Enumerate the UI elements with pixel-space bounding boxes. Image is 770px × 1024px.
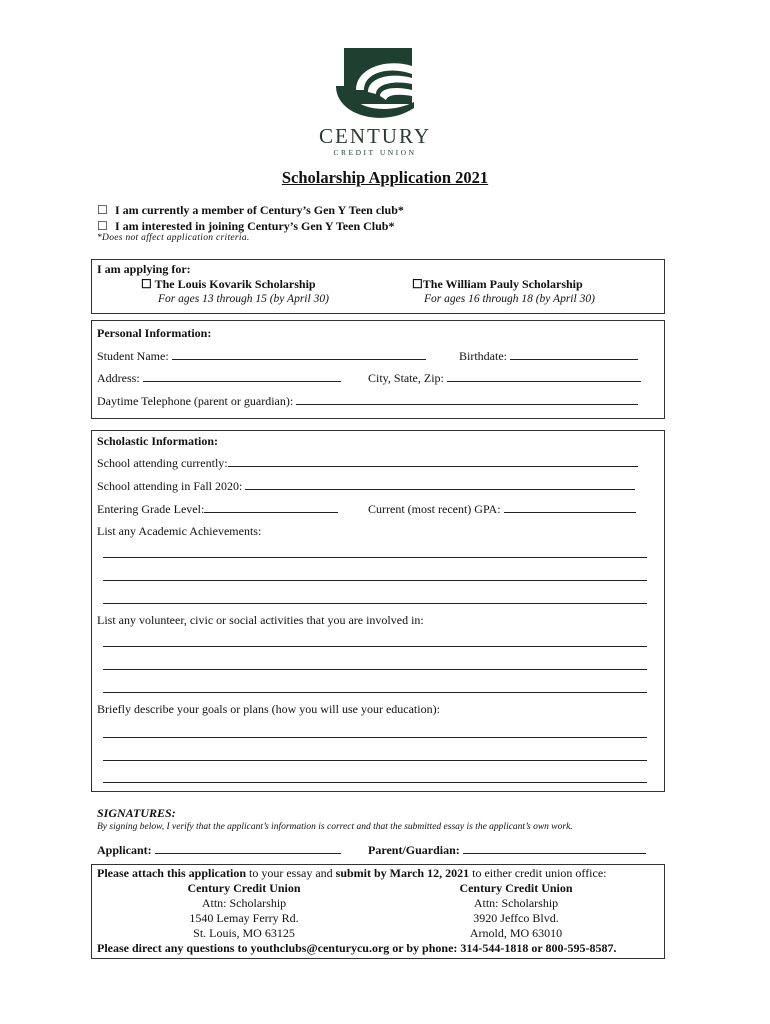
scholastic-heading: Scholastic Information: [97,434,218,448]
page-title: Scholarship Application 2021 [281,168,489,187]
grade-level-input[interactable] [204,502,338,513]
applicant-signature-input[interactable] [155,843,341,854]
fall-school-field[interactable] [97,479,635,494]
office-lemay [164,881,324,941]
gpa-input[interactable] [504,502,636,513]
applicant-signature-field[interactable] [97,843,341,858]
birthdate-label: Birthdate: [459,349,507,363]
personal-heading: Personal Information: [97,326,212,340]
office-jeffco [436,881,596,941]
city-state-zip-field[interactable] [368,371,641,386]
grade-level-field[interactable] [97,502,338,517]
guardian-signature-field[interactable] [368,843,646,858]
kovarik-option[interactable] [141,277,316,292]
member-checkbox-row[interactable] [97,203,404,218]
activities-input-line[interactable] [103,646,647,647]
century-logo-icon [334,46,416,121]
student-name-label: Student Name: [97,349,169,363]
achievements-input-line[interactable] [103,557,647,558]
criteria-note: *Does not affect application criteria. [97,233,250,243]
checkbox-icon[interactable]: ☐ [97,219,108,233]
pauly-label: The William Pauly Scholarship [422,277,583,291]
office-name: Century Credit Union [187,881,301,895]
checkbox-icon[interactable]: ☐ [412,277,423,291]
office-street: 1540 Lemay Ferry Rd. [189,911,299,925]
address-input[interactable] [143,371,341,382]
office-attn: Attn: Scholarship [473,896,559,910]
current-school-field[interactable] [97,456,638,471]
birthdate-field[interactable] [459,349,638,364]
activities-label: List any volunteer, civic or social activities that you are involved in: [97,613,424,627]
goals-label: Briefly describe your goals or plans (how you will use your education): [97,702,440,716]
submit-deadline: submit by March 12, 2021 [335,866,470,880]
student-name-field[interactable] [97,349,426,364]
office-city: St. Louis, MO 63125 [193,926,295,940]
interest-option-label: I am interested in joining Century’s Gen Y Teen Club* [115,219,395,233]
member-option-label: I am currently a member of Century’s Gen Y Teen club* [115,203,404,217]
phone-field[interactable] [97,394,638,409]
pauly-ages: For ages 16 through 18 (by April 30) [424,293,595,305]
fall-school-input[interactable] [245,479,635,490]
submission-instructions [97,866,607,881]
address-label: Address: [97,371,140,385]
kovarik-label: The Louis Kovarik Scholarship [154,277,316,291]
city-state-zip-label: City, State, Zip: [368,371,444,385]
guardian-signature-input[interactable] [463,843,646,854]
applying-heading: I am applying for: [97,262,191,276]
signatures-heading: SIGNATURES: [97,806,176,820]
achievements-input-line[interactable] [103,603,647,604]
attach-instruction: Please attach this application [97,866,246,880]
gpa-field[interactable] [368,502,636,517]
attach-end-text: to either credit union office: [472,866,607,880]
pauly-option[interactable] [412,277,583,292]
questions-contact: Please direct any questions to youthclubs@centurycu.org or by phone: 314-544-1818 or 800-595-8587. [97,941,617,955]
birthdate-input[interactable] [510,349,638,360]
office-street: 3920 Jeffco Blvd. [473,911,559,925]
grade-level-label: Entering Grade Level: [97,502,205,516]
achievements-label: List any Academic Achievements: [97,524,262,538]
guardian-label: Parent/Guardian: [368,843,460,857]
address-field[interactable] [97,371,341,386]
kovarik-ages: For ages 13 through 15 (by April 30) [158,293,329,305]
checkbox-icon[interactable]: ☐ [141,277,152,291]
logo-subtitle: CREDIT UNION [333,148,417,157]
applicant-label: Applicant: [97,843,152,857]
activities-input-line[interactable] [103,692,647,693]
fall-school-label: School attending in Fall 2020: [97,479,243,493]
checkbox-icon[interactable]: ☐ [97,203,108,217]
goals-input-line[interactable] [103,760,647,761]
goals-input-line[interactable] [103,782,647,783]
current-school-input[interactable] [228,456,638,467]
gpa-label: Current (most recent) GPA: [368,502,501,516]
phone-label: Daytime Telephone (parent or guardian): [97,394,294,408]
achievements-input-line[interactable] [103,580,647,581]
logo-wordmark: CENTURY [318,124,431,148]
city-state-zip-input[interactable] [447,371,641,382]
office-attn: Attn: Scholarship [201,896,287,910]
current-school-label: School attending currently: [97,456,228,470]
activities-input-line[interactable] [103,669,647,670]
office-name: Century Credit Union [459,881,573,895]
attach-mid-text: to your essay and [249,866,333,880]
signature-statement: By signing below, I verify that the applicant’s information is correct and that the submitted essay is the applicant’s own work. [97,822,573,832]
goals-input-line[interactable] [103,737,647,738]
phone-input[interactable] [296,394,638,405]
interest-checkbox-row[interactable] [97,219,394,234]
student-name-input[interactable] [172,349,426,360]
office-city: Arnold, MO 63010 [469,926,563,940]
